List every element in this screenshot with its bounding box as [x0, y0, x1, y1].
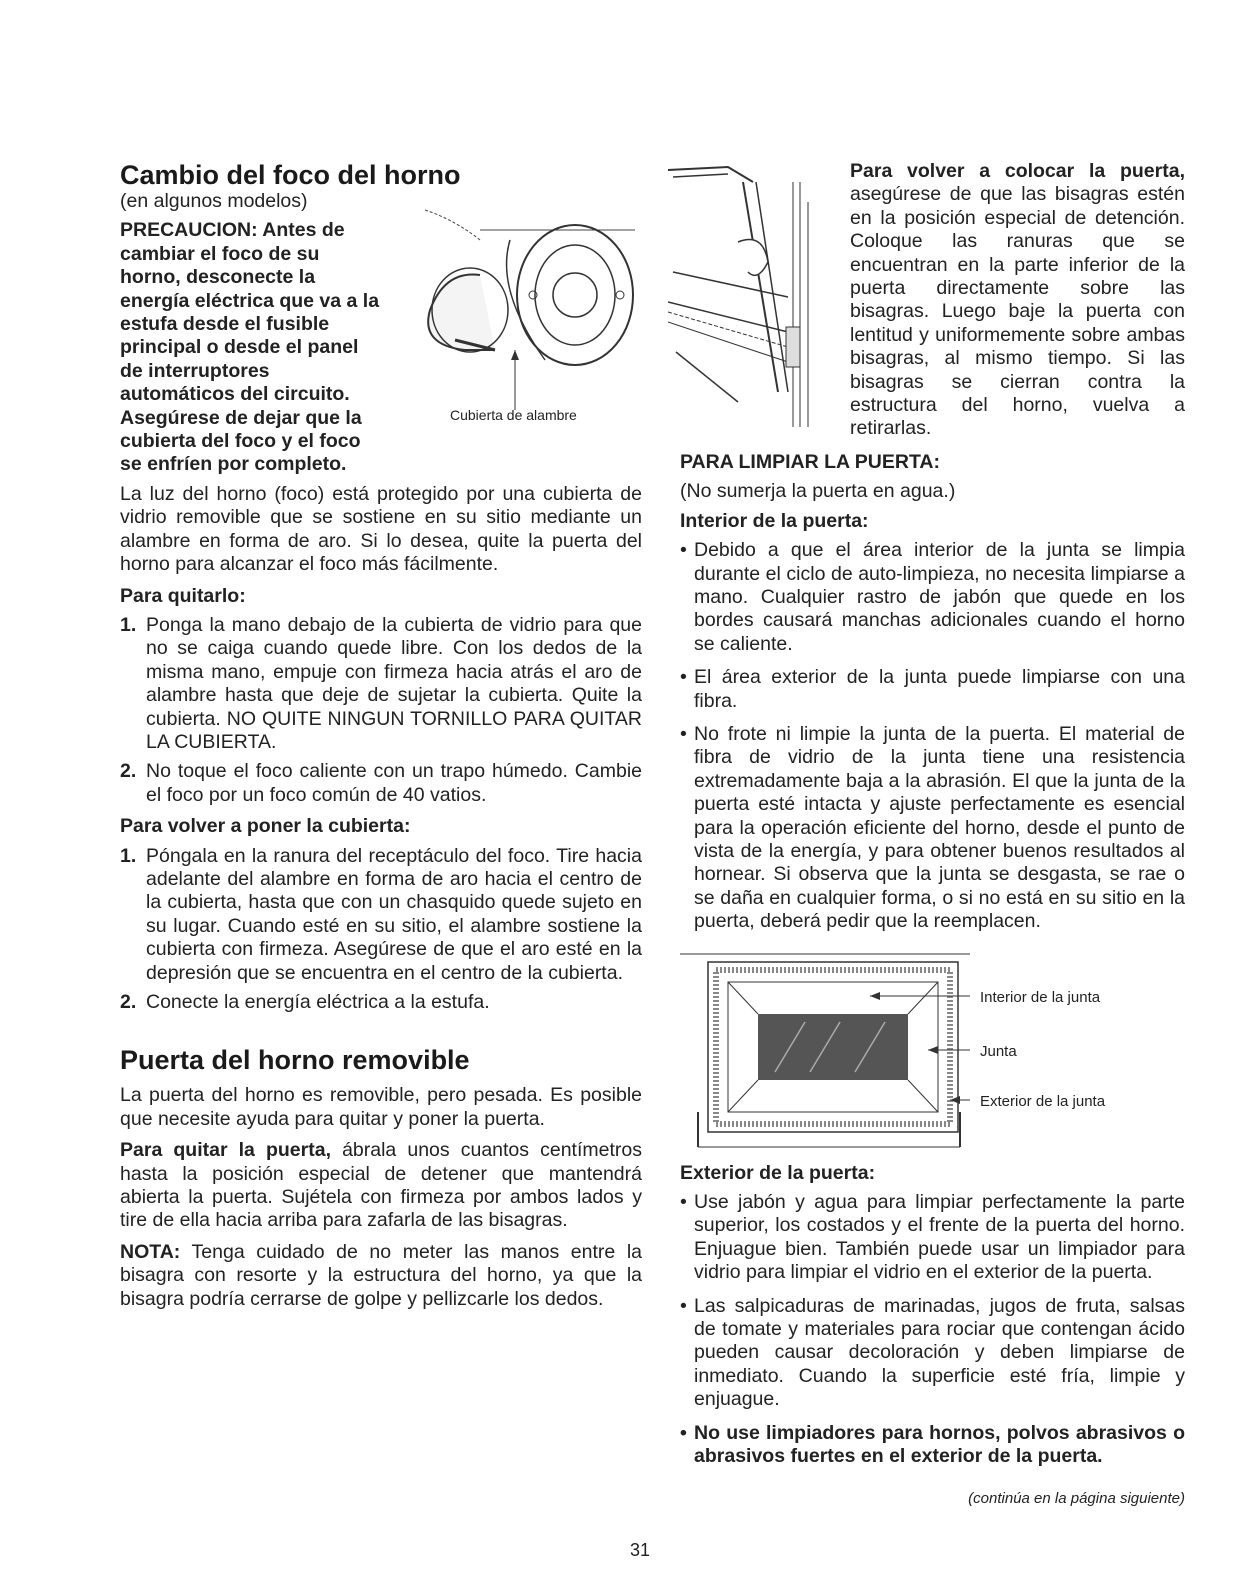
right-column	[680, 160, 1185, 1478]
remove-steps	[120, 614, 642, 807]
gasket-illustration	[680, 952, 970, 1152]
note-text: Tenga cuidado de no meter las manos entre la bisagra con resorte y la estructura del horno, ya que la bisagra podría cerrarse de golpe y pellizcarle los dedos.	[120, 1240, 642, 1310]
note-paragraph	[120, 1241, 642, 1311]
interior-list	[680, 539, 1185, 934]
caution-text: PRECAUCION: Antes de cambiar el foco de su horno, desconecte la energía eléctrica que va a la estufa desde el fusible principal o desde el panel de interruptores automáticos del circuito. Asegúrese de dejar que la cubierta del foco y el foco se enfríen por completo.	[120, 219, 380, 476]
step-number: 2.	[120, 991, 137, 1013]
replace-heading: Para volver a poner la cubierta:	[120, 815, 411, 838]
door-remove-text: ábrala unos cuantos centímetros hasta la posición especial de detener que mantendrá abierta la puerta. Sujétela con firmeza por ambos lados y tire de ella hacia arriba para zafarla de las bisagras.	[120, 1139, 642, 1232]
label-gasket: Junta	[980, 1042, 1017, 1060]
exterior-list	[680, 1191, 1185, 1468]
step-text: No toque el foco caliente con un trapo húmedo. Cambie el foco por un foco común de 40 vatios.	[146, 760, 642, 806]
list-item: • Use jabón y agua para limpiar perfectamente la parte superior, los costados y el frente de la puerta del horno. Enjuague bien. También puede usar un limpiador para vidrio para limpiar el vidrio en el exterior de la puerta.	[680, 1191, 1185, 1285]
continued-note: (continúa en la página siguiente)	[968, 1490, 1185, 1507]
list-item: • El área exterior de la junta puede limpiarse con una fibra.	[680, 666, 1185, 713]
page-number: 31	[630, 1540, 651, 1560]
remove-heading: Para quitarlo:	[120, 584, 246, 607]
list-item	[120, 991, 642, 1014]
list-item	[120, 760, 642, 807]
interior-heading: Interior de la puerta:	[680, 509, 869, 532]
replace-door-lead: Para volver a colocar la puerta,	[850, 160, 1185, 182]
step-number: 2.	[120, 760, 137, 783]
list-item: • Debido a que el área interior de la junta se limpia durante el ciclo de auto-limpieza, no necesita limpiarse a mano. Cualquier rastro de jabón que quede en los bordes causará manchas adicionales cuando el horno se caliente.	[680, 539, 1185, 656]
step-number: 1.	[120, 613, 137, 636]
figure-caption: Cubierta de alambre	[450, 407, 577, 423]
step-number: 1.	[120, 844, 137, 867]
list-item	[120, 614, 642, 754]
door-intro: La puerta del horno es removible, pero pesada. Es posible que necesite ayuda para quitar y poner la puerta.	[120, 1084, 642, 1130]
door-remove-paragraph	[120, 1139, 642, 1233]
warning-item: • No use limpiadores para hornos, polvos abrasivos o abrasivos fuertes en el exterior de la puerta.	[680, 1422, 1185, 1469]
section-title-bulb: Cambio del foco del horno	[120, 160, 461, 190]
list-item: • No frote ni limpie la junta de la puerta. El material de fibra de vidrio de la junta tiene una resistencia extremadamente baja a la abrasión. El que la junta de la puerta esté intacta y ajuste perfectamente es esencial para la operación eficiente del horno, desde el punto de vista de la energía, y para obtener buenos resultados al hornear. Si observa que la junta se desgasta, se rae o se daña en cualquier forma, o si no está en su sitio en la puerta, deberá pedir que la reemplacen.	[680, 723, 1185, 934]
bulb-cover-illustration	[385, 200, 635, 430]
clean-heading: PARA LIMPIAR LA PUERTA:	[680, 450, 940, 473]
bulb-intro: La luz del horno (foco) está protegido por una cubierta de vidrio removible que se sostiene en su sitio mediante un alambre en forma de aro. Si lo desea, quite la puerta del horno para alcanzar el foco más fácilmente.	[120, 482, 642, 576]
list-item: • Las salpicaduras de marinadas, jugos de fruta, salsas de tomate y materiales para rociar que contengan ácido pueden causar decoloración y deben limpiarse de inmediato. Cuando la superficie esté fría, limpie y enjuague.	[680, 1295, 1185, 1412]
door-remove-lead: Para quitar la puerta,	[120, 1139, 331, 1162]
replace-door-text: asegúrese de que las bisagras estén en la posición especial de detención. Coloque las ranuras que se encuentran en la parte inferior de la puerta directamente sobre las bisagras. Luego baje la puerta con lentitud y uniformemente sobre ambas bisagras, al mismo tiempo. Si las bisagras se cierran contra la estructura del horno, vuelva a retirarlas.	[850, 183, 1185, 440]
step-text: Ponga la mano debajo de la cubierta de vidrio para que no se caiga cuando quede libre. Con los dedos de la misma mano, empuje con firmeza hacia atrás el aro de alambre hasta que deje de sujetar la cubierta. Quite la cubierta. NO QUITE NINGUN TORNILLO PARA QUITAR LA CUBIERTA.	[146, 613, 642, 753]
replace-steps	[120, 845, 642, 1015]
label-exterior-gasket: Exterior de la junta	[980, 1092, 1106, 1110]
step-text: Conecte la energía eléctrica a la estufa.	[146, 991, 490, 1013]
list-item	[120, 845, 642, 985]
section-title-door: Puerta del horno removible	[120, 1045, 470, 1076]
gasket-diagram	[680, 952, 1150, 1152]
exterior-heading: Exterior de la puerta:	[680, 1161, 876, 1184]
replace-door-paragraph	[850, 160, 1185, 441]
step-text: Póngala en la ranura del receptáculo del foco. Tire hacia adelante del alambre en forma de aro hacia el centro de la cubierta, hasta que con un chasquido quede sujeto en su lugar. Cuando esté en su sitio, el alambre sostiene la cubierta con firmeza. Asegúrese de que el aro esté en la depresión que se encuentra en el centro de la cubierta.	[146, 844, 642, 984]
note-lead: NOTA:	[120, 1240, 181, 1263]
label-interior-gasket: Interior de la junta	[980, 988, 1101, 1006]
section-subtitle: (en algunos modelos)	[120, 190, 308, 212]
clean-note: (No sumerja la puerta en agua.)	[680, 480, 956, 503]
